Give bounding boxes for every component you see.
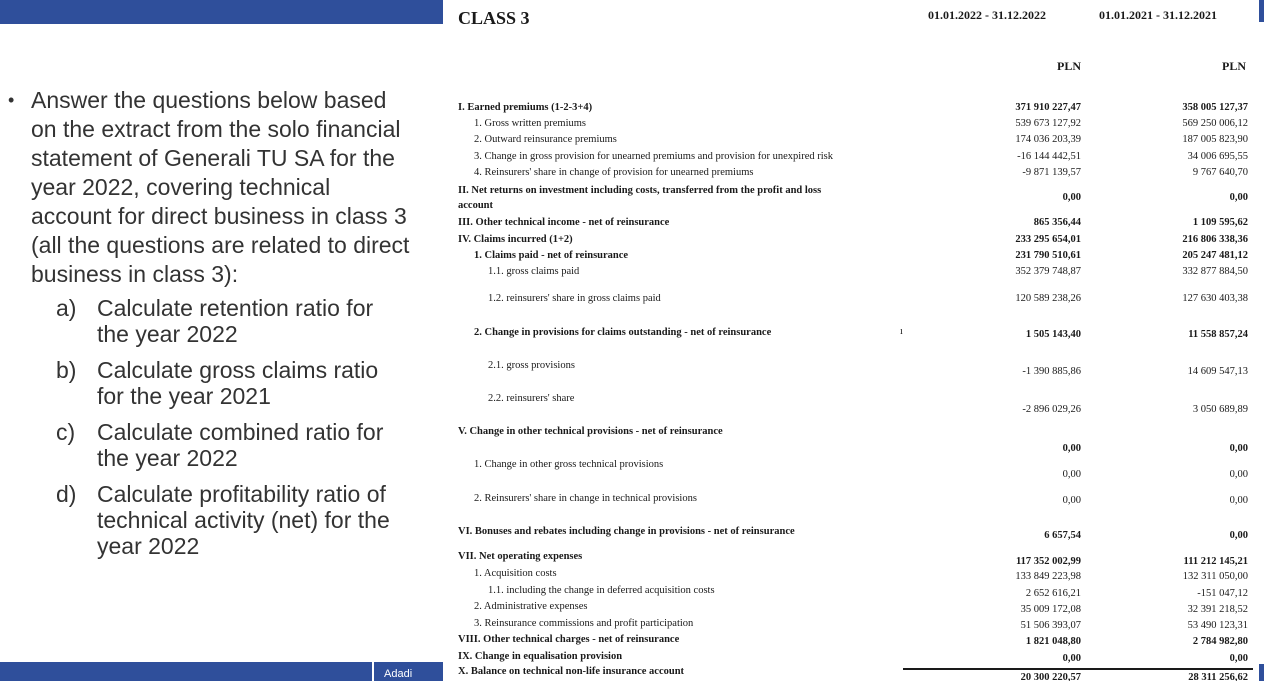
row-label: I. Earned premiums (1-2-3+4)	[458, 102, 593, 113]
table-row	[0, 666, 1264, 681]
stray-mark: ı	[900, 326, 903, 337]
table-row	[0, 167, 1264, 183]
value-2022: 117 352 002,99	[1015, 556, 1081, 567]
value-2021: 11 558 857,24	[1188, 329, 1248, 340]
intro-text: Answer the questions below based on the extract from the solo financial statement of Generali TU SA for the year 2022, covering technical account for direct business in class 3 (all the questions are related to direct business in class 3):	[31, 87, 410, 287]
value-2021: 0,00	[1229, 443, 1248, 454]
question-letter: d)	[56, 481, 77, 507]
value-2022: 133 849 223,98	[1015, 571, 1081, 582]
table-row	[0, 266, 1264, 282]
statement-title: CLASS 3	[458, 8, 530, 28]
period-header-2021: 01.01.2021 - 31.12.2021	[1099, 8, 1217, 22]
row-label: III. Other technical income - net of reinsurance	[458, 217, 670, 228]
value-2021: 358 005 127,37	[1182, 102, 1248, 113]
value-2021: 28 311 256,62	[1188, 672, 1248, 681]
value-2022: 1 821 048,80	[1025, 636, 1081, 647]
row-label: VIII. Other technical charges - net of reinsurance	[458, 634, 680, 645]
table-row	[0, 526, 1264, 542]
row-label: 1.2. reinsurers' share in gross claims paid	[488, 293, 661, 304]
table-row	[0, 551, 1264, 567]
value-2022: -9 871 139,57	[1022, 167, 1081, 178]
question-text: Calculate retention ratio for the year 2022	[97, 295, 374, 347]
table-row	[0, 634, 1264, 650]
row-label: 1. Gross written premiums	[474, 118, 586, 129]
value-2021: 9 767 640,70	[1192, 167, 1248, 178]
table-row	[0, 393, 1264, 415]
value-2022: -2 896 029,26	[1022, 404, 1081, 415]
table-row	[0, 618, 1264, 634]
row-label: 3. Reinsurance commissions and profit participation	[474, 618, 694, 629]
row-label: 1. Change in other gross technical provisions	[474, 459, 664, 470]
table-row	[0, 151, 1264, 167]
row-label: II. Net returns on investment including costs, transferred from the profit and loss	[458, 185, 822, 196]
row-label: V. Change in other technical provisions - net of reinsurance	[458, 426, 723, 437]
value-2021: 0,00	[1229, 192, 1248, 203]
table-row	[0, 601, 1264, 617]
value-2021: 0,00	[1229, 469, 1248, 480]
value-2022: 233 295 654,01	[1015, 234, 1081, 245]
table-row	[0, 185, 1264, 215]
value-2022: 539 673 127,92	[1015, 118, 1081, 129]
row-label: 1. Acquisition costs	[474, 568, 557, 579]
value-2021: 34 006 695,55	[1187, 151, 1248, 162]
value-2021: 32 391 218,52	[1187, 604, 1248, 615]
question-text: Calculate gross claims ratio for the year 2021	[97, 357, 379, 409]
table-row	[0, 459, 1264, 480]
value-2021: 0,00	[1229, 495, 1248, 506]
question-letter: a)	[56, 295, 77, 321]
value-2021: 14 609 547,13	[1187, 366, 1248, 377]
value-2022: 2 652 616,21	[1025, 588, 1081, 599]
row-label: 2. Change in provisions for claims outstanding - net of reinsurance	[474, 327, 772, 338]
value-2022: 865 356,44	[1033, 217, 1081, 228]
row-label: 4. Reinsurers' share in change of provision for unearned premiums	[474, 167, 754, 178]
value-2021: -151 047,12	[1197, 588, 1248, 599]
row-label: 1. Claims paid - net of reinsurance	[474, 250, 629, 261]
row-label: 2. Administrative expenses	[474, 601, 588, 612]
question-text: Calculate profitability ratio of technical activity (net) for the year 2022	[97, 481, 390, 559]
value-2022: 6 657,54	[1044, 530, 1081, 541]
row-label: 2.2. reinsurers' share	[488, 393, 575, 404]
table-row	[0, 651, 1264, 667]
footer-text: Adadi	[384, 668, 413, 680]
question-text: Calculate combined ratio for the year 2022	[97, 419, 384, 471]
value-2022: 120 589 238,26	[1015, 293, 1081, 304]
row-label: 3. Change in gross provision for unearned premiums and provision for unexpired risk	[474, 151, 833, 162]
value-2022: -1 390 885,86	[1022, 366, 1081, 377]
value-2022: 1 505 143,40	[1025, 329, 1081, 340]
table-row	[0, 327, 1264, 343]
value-2022: 0,00	[1062, 653, 1081, 664]
value-2021: 332 877 884,50	[1182, 266, 1248, 277]
value-2022: 0,00	[1062, 469, 1081, 480]
value-2021: 53 490 123,31	[1187, 620, 1248, 631]
value-2022: 352 379 748,87	[1015, 266, 1081, 277]
table-row	[0, 134, 1264, 150]
row-label: IV. Claims incurred (1+2)	[458, 234, 573, 245]
bullet-icon: •	[8, 90, 15, 110]
row-label: 1.1. gross claims paid	[488, 266, 580, 277]
currency-header-2022: PLN	[1057, 59, 1081, 73]
currency-header-2021: PLN	[1222, 59, 1246, 73]
value-2022: 20 300 220,57	[1020, 672, 1081, 681]
row-label: X. Balance on technical non-life insurance account	[458, 666, 685, 677]
row-label: VII. Net operating expenses	[458, 551, 583, 562]
table-row	[0, 293, 1264, 309]
value-2021: 132 311 050,00	[1182, 571, 1248, 582]
top-accent-bar	[0, 0, 443, 24]
value-2022: 0,00	[1062, 443, 1081, 454]
value-2021: 216 806 338,36	[1182, 234, 1248, 245]
value-2021: 1 109 595,62	[1192, 217, 1248, 228]
value-2021: 3 050 689,89	[1192, 404, 1248, 415]
row-label: 1.1. including the change in deferred acquisition costs	[488, 585, 715, 596]
table-row	[0, 102, 1264, 118]
value-2022: 174 036 203,39	[1015, 134, 1081, 145]
value-2021: 187 005 823,90	[1182, 134, 1248, 145]
question-letter: b)	[56, 357, 77, 383]
row-label-continued: account	[458, 200, 493, 211]
value-2021: 111 212 145,21	[1183, 556, 1248, 567]
value-2021: 2 784 982,80	[1192, 636, 1248, 647]
value-2022: 51 506 393,07	[1020, 620, 1081, 631]
value-2021: 569 250 006,12	[1182, 118, 1248, 129]
row-label: 2. Outward reinsurance premiums	[474, 134, 617, 145]
value-2021: 205 247 481,12	[1182, 250, 1248, 261]
right-edge-accent	[1259, 0, 1264, 22]
period-header-2022: 01.01.2022 - 31.12.2022	[928, 8, 1046, 22]
value-2022: 371 910 227,47	[1015, 102, 1081, 113]
table-row	[0, 234, 1264, 250]
value-2022: 0,00	[1062, 192, 1081, 203]
row-label: VI. Bonuses and rebates including change in provisions - net of reinsurance	[458, 526, 795, 537]
table-row	[0, 585, 1264, 601]
value-2022: 231 790 510,61	[1015, 250, 1081, 261]
value-2022: 0,00	[1062, 495, 1081, 506]
table-row	[0, 118, 1264, 134]
value-2022: -16 144 442,51	[1017, 151, 1081, 162]
value-2021: 0,00	[1229, 653, 1248, 664]
table-row	[0, 360, 1264, 376]
table-row	[0, 250, 1264, 266]
value-2021: 127 630 403,38	[1182, 293, 1248, 304]
row-label: 2. Reinsurers' share in change in technical provisions	[474, 493, 697, 504]
value-2021: 0,00	[1229, 530, 1248, 541]
table-row	[0, 493, 1264, 509]
table-row	[0, 568, 1264, 584]
value-2022: 35 009 172,08	[1020, 604, 1081, 615]
question-letter: c)	[56, 419, 76, 445]
row-label: 2.1. gross provisions	[488, 360, 575, 371]
table-row	[0, 217, 1264, 233]
row-label: IX. Change in equalisation provision	[458, 651, 623, 662]
